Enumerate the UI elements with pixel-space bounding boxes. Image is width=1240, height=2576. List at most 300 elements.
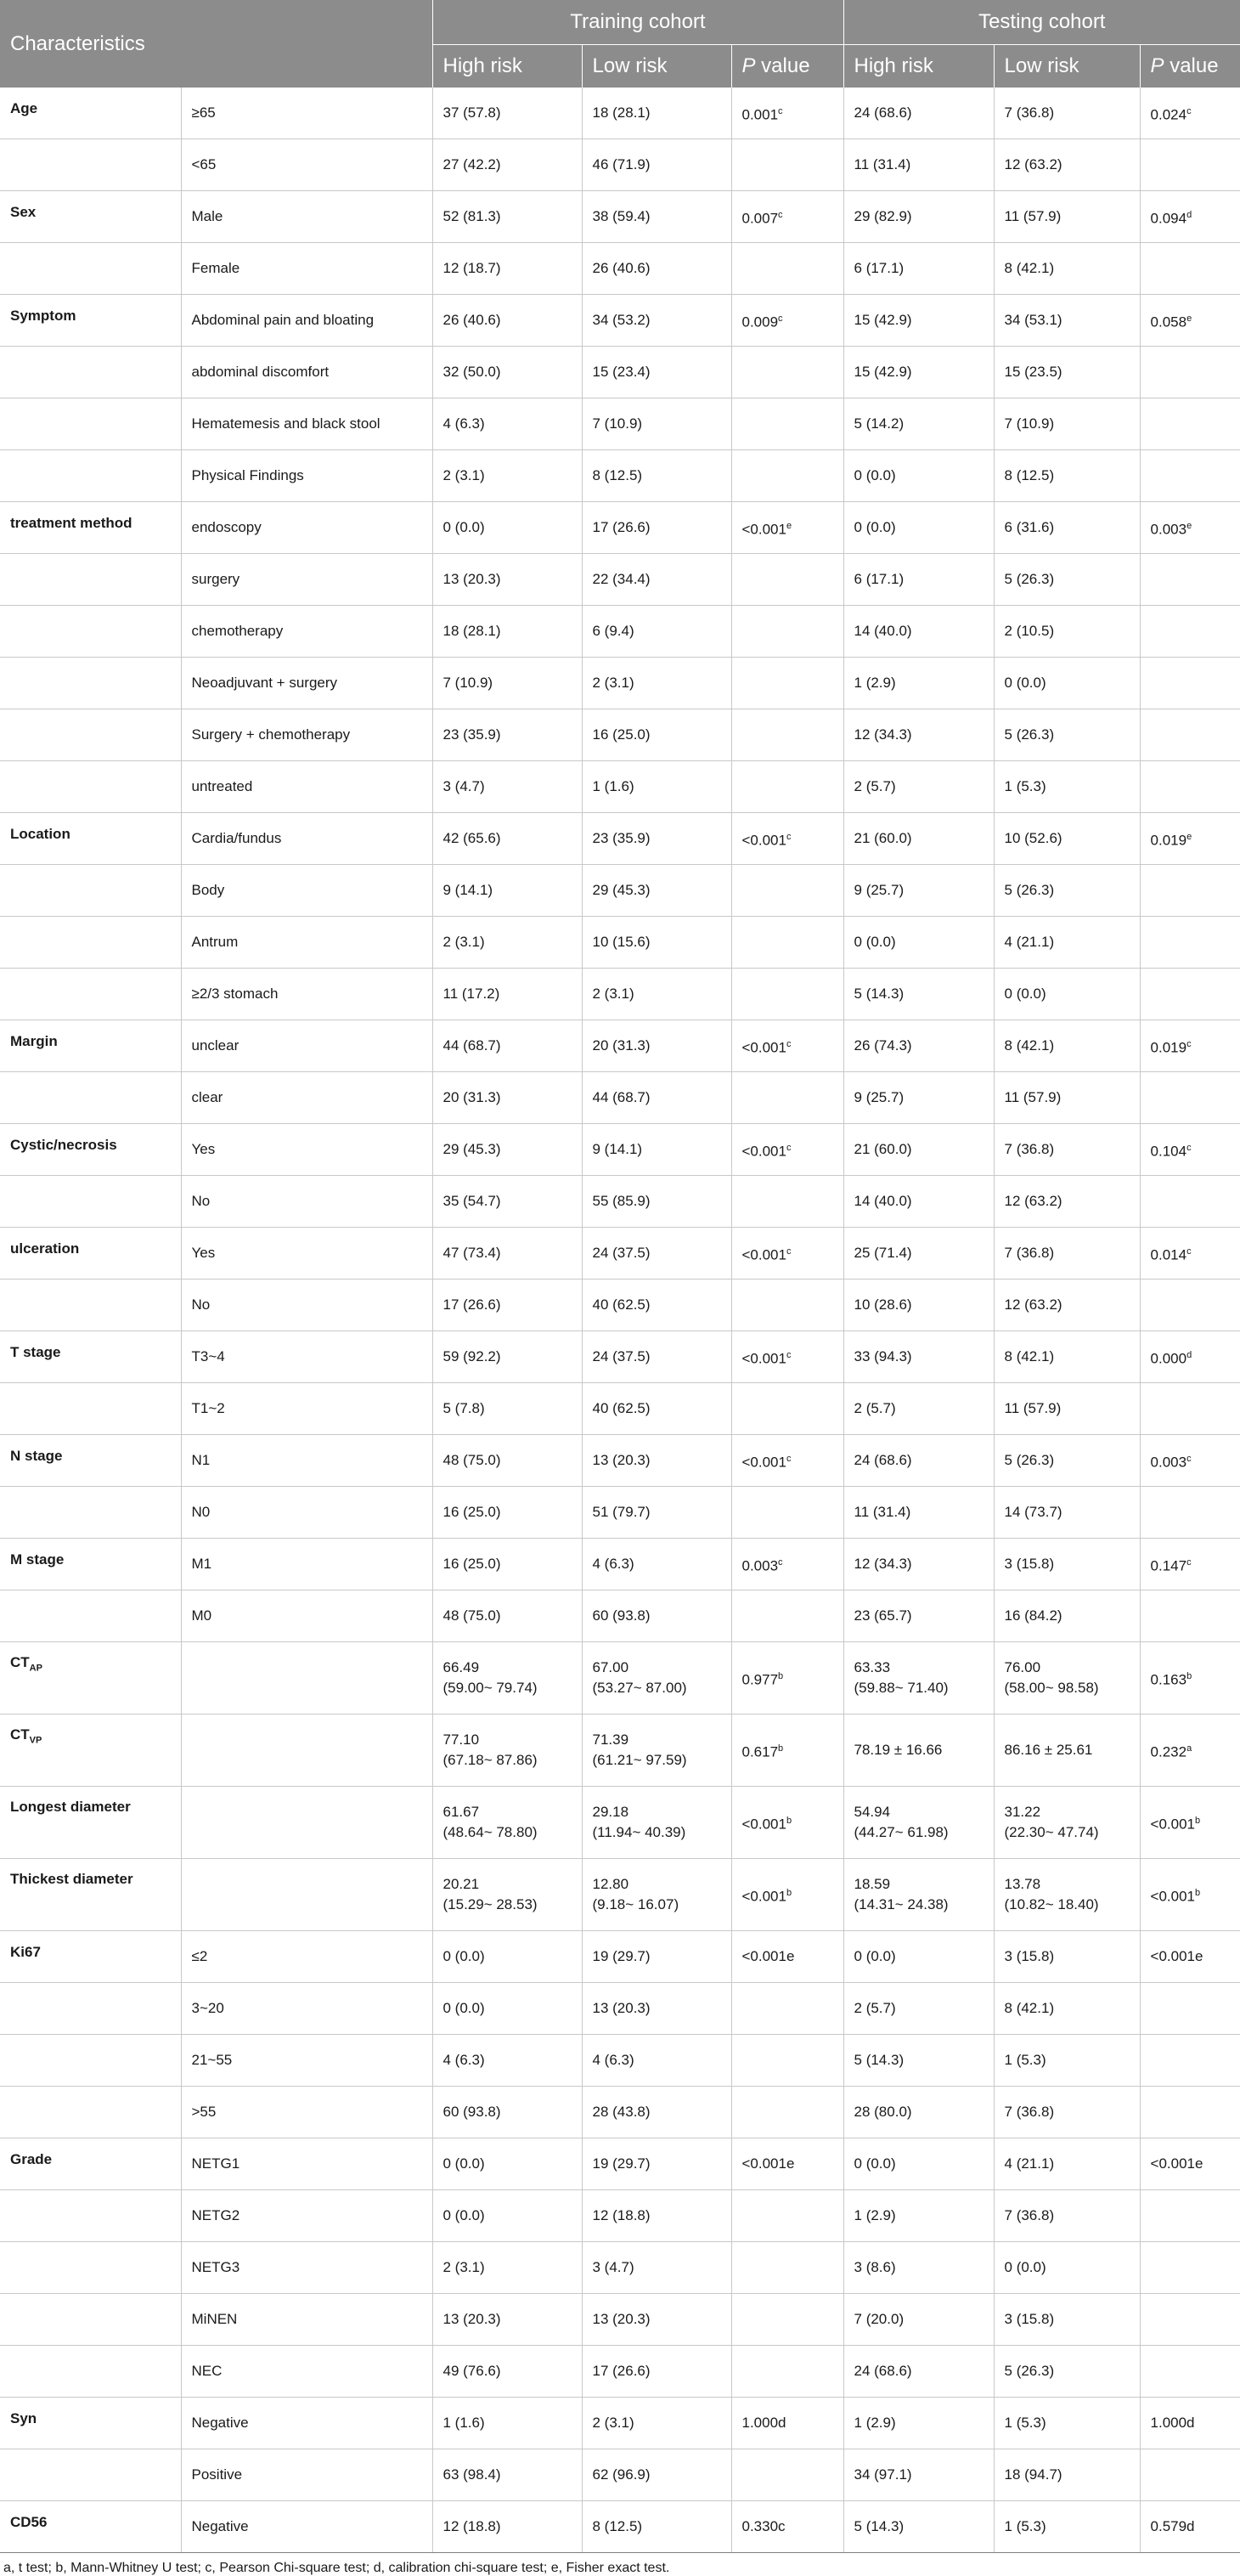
- header-training-high-risk: High risk: [432, 45, 582, 88]
- training-high-risk: [432, 554, 582, 606]
- testing-low-risk: [994, 1590, 1140, 1642]
- testing-high-risk: [843, 450, 994, 502]
- testing-p-value-value: 0.003: [1150, 1454, 1187, 1471]
- training-low-risk: [582, 347, 731, 398]
- training-high-risk-value: 0 (0.0): [442, 2207, 485, 2223]
- testing-low-risk-value: 8 (42.1): [1004, 2000, 1055, 2016]
- testing-high-risk-value: 23 (65.7): [854, 1607, 912, 1624]
- row-category: [0, 2398, 181, 2449]
- testing-p-value-test-mark: b: [1195, 1887, 1201, 1898]
- testing-low-risk: [994, 139, 1140, 191]
- training-p-value-value: 0.330c: [741, 2518, 786, 2534]
- training-high-risk: [432, 347, 582, 398]
- testing-low-risk: [994, 2398, 1140, 2449]
- training-p-value: [731, 347, 843, 398]
- row-subcategory: [181, 1124, 432, 1176]
- training-low-risk-value: 51 (79.7): [592, 1504, 651, 1520]
- testing-p-value: [1140, 1539, 1240, 1590]
- row-category: [0, 1072, 181, 1124]
- training-low-risk: [582, 658, 731, 709]
- testing-high-risk: [843, 347, 994, 398]
- row-subcategory: [181, 191, 432, 243]
- training-low-risk: [582, 2035, 731, 2087]
- training-low-risk: [582, 2087, 731, 2138]
- row-subcategory: [181, 2242, 432, 2294]
- subcategory-label: M0: [191, 1607, 212, 1624]
- row-subcategory: [181, 1983, 432, 2035]
- row-category: [0, 347, 181, 398]
- training-low-risk: [582, 1124, 731, 1176]
- row-category: [0, 1383, 181, 1435]
- table-row: [0, 554, 1240, 606]
- testing-high-risk: [843, 2398, 994, 2449]
- testing-low-risk: [994, 1487, 1140, 1539]
- testing-p-value: [1140, 2398, 1240, 2449]
- row-subcategory: [181, 1176, 432, 1228]
- testing-low-risk-value: 18 (94.7): [1004, 2466, 1062, 2483]
- training-low-risk-value: 19 (29.7): [592, 1948, 651, 1964]
- training-high-risk-value: 44 (68.7): [442, 1037, 501, 1054]
- testing-high-risk: [843, 1176, 994, 1228]
- testing-high-risk-value: 18.59: [854, 1876, 891, 1892]
- subcategory-label: untreated: [191, 778, 253, 794]
- testing-p-value-value: 0.163: [1150, 1671, 1187, 1688]
- category-label: CT: [10, 1726, 30, 1743]
- testing-low-risk: [994, 2501, 1140, 2553]
- row-subcategory: [181, 917, 432, 969]
- row-subcategory: [181, 1020, 432, 1072]
- subcategory-label: Physical Findings: [191, 467, 304, 483]
- row-subcategory: [181, 2138, 432, 2190]
- table-row: [0, 139, 1240, 191]
- testing-high-risk-value: 29 (82.9): [854, 208, 912, 224]
- row-subcategory: [181, 243, 432, 295]
- testing-low-risk-value: 5 (26.3): [1004, 571, 1055, 587]
- row-subcategory: [181, 1383, 432, 1435]
- testing-high-risk: [843, 969, 994, 1020]
- training-p-value-test-mark: c: [778, 209, 783, 220]
- testing-high-risk-value: 25 (71.4): [854, 1245, 912, 1261]
- training-low-risk: [582, 243, 731, 295]
- testing-low-risk-value: 12 (63.2): [1004, 1296, 1062, 1313]
- training-low-risk-range: (53.27~ 87.00): [592, 1680, 687, 1696]
- table-row: [0, 865, 1240, 917]
- training-high-risk: [432, 88, 582, 139]
- testing-low-risk-value: 6 (31.6): [1004, 519, 1055, 535]
- testing-high-risk: [843, 2087, 994, 2138]
- table-row: [0, 2138, 1240, 2190]
- testing-high-risk: [843, 2501, 994, 2553]
- training-low-risk-value: 24 (37.5): [592, 1348, 651, 1364]
- training-p-value-value: <0.001: [741, 832, 786, 849]
- row-category: [0, 1487, 181, 1539]
- table-row: [0, 2346, 1240, 2398]
- training-low-risk-value: 23 (35.9): [592, 830, 651, 846]
- testing-low-risk-value: 15 (23.5): [1004, 364, 1062, 380]
- testing-p-value: [1140, 606, 1240, 658]
- training-high-risk: [432, 398, 582, 450]
- testing-high-risk-value: 2 (5.7): [854, 1400, 896, 1416]
- row-category: [0, 1642, 181, 1715]
- training-p-value: [731, 1435, 843, 1487]
- subcategory-label: NETG2: [191, 2207, 240, 2223]
- training-p-value: [731, 709, 843, 761]
- training-p-value: [731, 1020, 843, 1072]
- testing-p-value: [1140, 2138, 1240, 2190]
- testing-p-value: [1140, 1383, 1240, 1435]
- row-category: [0, 1787, 181, 1859]
- header-training-cohort: Training cohort: [432, 0, 843, 45]
- subcategory-label: MiNEN: [191, 2311, 238, 2327]
- row-subcategory: [181, 658, 432, 709]
- row-category: [0, 2346, 181, 2398]
- testing-p-value: [1140, 1787, 1240, 1859]
- testing-high-risk: [843, 761, 994, 813]
- training-p-value: [731, 139, 843, 191]
- training-p-value: [731, 2501, 843, 2553]
- training-high-risk-value: 60 (93.8): [442, 2104, 501, 2120]
- row-category: [0, 2449, 181, 2501]
- testing-low-risk: [994, 502, 1140, 554]
- training-p-value-test-mark: c: [786, 1246, 792, 1257]
- subcategory-label: chemotherapy: [191, 623, 284, 639]
- testing-high-risk-value: 28 (80.0): [854, 2104, 912, 2120]
- subcategory-label: Positive: [191, 2466, 243, 2483]
- subcategory-label: ≥2/3 stomach: [191, 986, 279, 1002]
- table-row: [0, 1072, 1240, 1124]
- testing-high-risk-value: 2 (5.7): [854, 778, 896, 794]
- training-high-risk: [432, 1539, 582, 1590]
- subcategory-label: No: [191, 1296, 211, 1313]
- testing-high-risk: [843, 1983, 994, 2035]
- category-label: Syn: [10, 2410, 37, 2426]
- testing-p-value-value: <0.001: [1150, 1888, 1195, 1905]
- training-low-risk-value: 7 (10.9): [592, 415, 643, 432]
- table-row: [0, 606, 1240, 658]
- testing-p-value: [1140, 243, 1240, 295]
- training-high-risk-value: 37 (57.8): [442, 105, 501, 121]
- training-low-risk-value: 20 (31.3): [592, 1037, 651, 1054]
- training-low-risk: [582, 554, 731, 606]
- training-high-risk-value: 47 (73.4): [442, 1245, 501, 1261]
- subcategory-label: clear: [191, 1089, 223, 1105]
- testing-p-value-value: 0.014: [1150, 1246, 1187, 1263]
- testing-high-risk: [843, 554, 994, 606]
- training-p-value-test-mark: b: [778, 1743, 784, 1754]
- testing-low-risk: [994, 2138, 1140, 2190]
- testing-low-risk: [994, 2294, 1140, 2346]
- training-low-risk: [582, 1715, 731, 1787]
- training-high-risk-range: (67.18~ 87.86): [442, 1752, 538, 1768]
- testing-low-risk: [994, 2242, 1140, 2294]
- table-row: [0, 2035, 1240, 2087]
- training-high-risk: [432, 917, 582, 969]
- row-category: [0, 2294, 181, 2346]
- testing-low-risk: [994, 450, 1140, 502]
- training-p-value: [731, 1124, 843, 1176]
- training-high-risk: [432, 1859, 582, 1931]
- testing-p-value-value: 0.147: [1150, 1557, 1187, 1574]
- training-high-risk-value: 49 (76.6): [442, 2363, 501, 2379]
- testing-high-risk: [843, 606, 994, 658]
- training-low-risk: [582, 191, 731, 243]
- row-category: [0, 243, 181, 295]
- testing-high-risk-value: 15 (42.9): [854, 312, 912, 328]
- training-high-risk: [432, 1435, 582, 1487]
- testing-high-risk-value: 11 (31.4): [854, 1504, 911, 1520]
- training-p-value-value: <0.001e: [741, 1948, 795, 1964]
- testing-low-risk: [994, 1642, 1140, 1715]
- testing-high-risk-range: (44.27~ 61.98): [854, 1824, 949, 1840]
- row-subcategory: [181, 2190, 432, 2242]
- row-category: [0, 295, 181, 347]
- subcategory-label: Negative: [191, 2415, 249, 2431]
- table-row: [0, 295, 1240, 347]
- testing-low-risk: [994, 398, 1140, 450]
- header-p-rest: value: [1164, 54, 1219, 77]
- testing-p-value-value: <0.001: [1150, 1816, 1195, 1833]
- testing-low-risk: [994, 2346, 1140, 2398]
- category-label: Cystic/necrosis: [10, 1137, 117, 1153]
- testing-p-value: [1140, 1176, 1240, 1228]
- testing-high-risk: [843, 2294, 994, 2346]
- testing-p-value: [1140, 88, 1240, 139]
- testing-high-risk: [843, 2138, 994, 2190]
- training-low-risk: [582, 1859, 731, 1931]
- training-low-risk: [582, 2242, 731, 2294]
- training-low-risk-value: 22 (34.4): [592, 571, 651, 587]
- training-low-risk-value: 4 (6.3): [592, 2052, 634, 2068]
- subcategory-label: Negative: [191, 2518, 249, 2534]
- category-label: Symptom: [10, 308, 76, 324]
- testing-p-value-value: <0.001e: [1150, 2155, 1203, 2172]
- row-category: [0, 1590, 181, 1642]
- table-row: [0, 2242, 1240, 2294]
- training-p-value-value: 0.001: [741, 106, 779, 123]
- training-p-value-value: <0.001: [741, 1143, 786, 1160]
- testing-low-risk-value: 1 (5.3): [1004, 2518, 1046, 2534]
- row-category: [0, 2138, 181, 2190]
- training-low-risk-value: 15 (23.4): [592, 364, 651, 380]
- training-p-value: [731, 1487, 843, 1539]
- testing-high-risk-value: 0 (0.0): [854, 2155, 896, 2172]
- testing-p-value: [1140, 1124, 1240, 1176]
- testing-high-risk: [843, 1787, 994, 1859]
- subcategory-label: N1: [191, 1452, 211, 1468]
- testing-low-risk: [994, 88, 1140, 139]
- testing-high-risk: [843, 1487, 994, 1539]
- training-high-risk-value: 9 (14.1): [442, 882, 493, 898]
- testing-low-risk: [994, 554, 1140, 606]
- training-low-risk-value: 16 (25.0): [592, 726, 651, 743]
- testing-low-risk-value: 10 (52.6): [1004, 830, 1062, 846]
- testing-low-risk-value: 3 (15.8): [1004, 1948, 1055, 1964]
- training-high-risk-value: 1 (1.6): [442, 2415, 485, 2431]
- row-category: [0, 2242, 181, 2294]
- header-p-italic: P: [741, 54, 756, 77]
- training-low-risk-value: 34 (53.2): [592, 312, 651, 328]
- training-high-risk-value: 32 (50.0): [442, 364, 501, 380]
- subcategory-label: Surgery + chemotherapy: [191, 726, 351, 743]
- table-row: [0, 1176, 1240, 1228]
- testing-low-risk: [994, 813, 1140, 865]
- training-p-value: [731, 658, 843, 709]
- testing-p-value: [1140, 398, 1240, 450]
- testing-high-risk-value: 11 (31.4): [854, 156, 911, 172]
- testing-p-value: [1140, 2035, 1240, 2087]
- testing-high-risk: [843, 2346, 994, 2398]
- table-row: [0, 1859, 1240, 1931]
- testing-high-risk: [843, 658, 994, 709]
- training-low-risk: [582, 1487, 731, 1539]
- testing-p-value-value: 1.000d: [1150, 2415, 1195, 2431]
- training-high-risk-value: 0 (0.0): [442, 1948, 485, 1964]
- testing-high-risk: [843, 1020, 994, 1072]
- subcategory-label: T3~4: [191, 1348, 225, 1364]
- category-label: Ki67: [10, 1944, 41, 1960]
- row-category: [0, 1020, 181, 1072]
- testing-p-value-test-mark: c: [1186, 1142, 1192, 1153]
- training-high-risk: [432, 2346, 582, 2398]
- testing-high-risk-value: 5 (14.3): [854, 2052, 905, 2068]
- testing-low-risk-value: 12 (63.2): [1004, 156, 1062, 172]
- testing-p-value-test-mark: e: [1186, 520, 1192, 531]
- testing-p-value-value: 0.019: [1150, 832, 1187, 849]
- testing-high-risk-value: 21 (60.0): [854, 1141, 912, 1157]
- training-p-value: [731, 969, 843, 1020]
- testing-high-risk: [843, 2242, 994, 2294]
- training-high-risk-value: 29 (45.3): [442, 1141, 501, 1157]
- training-low-risk: [582, 1072, 731, 1124]
- testing-low-risk-value: 11 (57.9): [1004, 1400, 1062, 1416]
- testing-high-risk-value: 12 (34.3): [854, 726, 912, 743]
- testing-high-risk-range: (14.31~ 24.38): [854, 1896, 949, 1912]
- subcategory-label: 21~55: [191, 2052, 233, 2068]
- testing-high-risk-value: 2 (5.7): [854, 2000, 896, 2016]
- category-label: Thickest diameter: [10, 1871, 133, 1887]
- training-high-risk: [432, 1176, 582, 1228]
- testing-p-value: [1140, 502, 1240, 554]
- header-p-rest: value: [755, 54, 810, 77]
- testing-low-risk: [994, 709, 1140, 761]
- training-low-risk-value: 8 (12.5): [592, 467, 643, 483]
- training-low-risk-value: 13 (20.3): [592, 2000, 651, 2016]
- training-p-value: [731, 606, 843, 658]
- training-high-risk-value: 48 (75.0): [442, 1607, 501, 1624]
- training-high-risk-value: 3 (4.7): [442, 778, 485, 794]
- training-low-risk: [582, 1983, 731, 2035]
- testing-p-value: [1140, 554, 1240, 606]
- row-category: [0, 1931, 181, 1983]
- training-high-risk: [432, 606, 582, 658]
- row-category: [0, 2035, 181, 2087]
- category-label: N stage: [10, 1448, 63, 1464]
- testing-p-value: [1140, 1642, 1240, 1715]
- testing-p-value: [1140, 917, 1240, 969]
- testing-high-risk: [843, 2449, 994, 2501]
- testing-p-value: [1140, 2294, 1240, 2346]
- testing-p-value-value: 0.019: [1150, 1039, 1187, 1056]
- header-testing-high-risk: High risk: [843, 45, 994, 88]
- training-low-risk-value: 2 (3.1): [592, 986, 634, 1002]
- testing-p-value-test-mark: d: [1186, 1349, 1192, 1360]
- testing-low-risk: [994, 1020, 1140, 1072]
- training-low-risk-value: 29 (45.3): [592, 882, 651, 898]
- training-p-value: [731, 1176, 843, 1228]
- training-high-risk-value: 13 (20.3): [442, 2311, 501, 2327]
- testing-high-risk-value: 3 (8.6): [854, 2259, 896, 2275]
- training-high-risk-value: 11 (17.2): [442, 986, 500, 1002]
- subcategory-label: Yes: [191, 1245, 216, 1261]
- training-high-risk: [432, 1642, 582, 1715]
- training-p-value: [731, 2346, 843, 2398]
- testing-high-risk-value: 15 (42.9): [854, 364, 912, 380]
- subcategory-label: NEC: [191, 2363, 223, 2379]
- testing-low-risk-value: 7 (36.8): [1004, 2104, 1055, 2120]
- testing-low-risk: [994, 1539, 1140, 1590]
- row-category: [0, 88, 181, 139]
- testing-p-value-test-mark: a: [1186, 1743, 1192, 1754]
- testing-low-risk: [994, 1931, 1140, 1983]
- training-p-value-test-mark: c: [778, 313, 783, 324]
- training-low-risk: [582, 1787, 731, 1859]
- row-category: [0, 1983, 181, 2035]
- testing-high-risk-range: (59.88~ 71.40): [854, 1680, 949, 1696]
- training-high-risk-value: 12 (18.8): [442, 2518, 501, 2534]
- training-p-value: [731, 1539, 843, 1590]
- testing-low-risk: [994, 243, 1140, 295]
- training-p-value: [731, 2398, 843, 2449]
- row-category: [0, 191, 181, 243]
- training-p-value: [731, 398, 843, 450]
- training-p-value-value: <0.001: [741, 1454, 786, 1471]
- table-row: [0, 969, 1240, 1020]
- training-high-risk: [432, 2294, 582, 2346]
- training-low-risk: [582, 2501, 731, 2553]
- subcategory-label: abdominal discomfort: [191, 364, 330, 380]
- training-low-risk: [582, 2190, 731, 2242]
- testing-low-risk-value: 7 (36.8): [1004, 1141, 1055, 1157]
- training-low-risk: [582, 1280, 731, 1331]
- row-category: [0, 969, 181, 1020]
- training-p-value-test-mark: c: [778, 105, 783, 116]
- testing-p-value: [1140, 813, 1240, 865]
- testing-high-risk-value: 0 (0.0): [854, 1948, 896, 1964]
- row-subcategory: [181, 2035, 432, 2087]
- training-high-risk-value: 2 (3.1): [442, 2259, 485, 2275]
- testing-high-risk: [843, 1931, 994, 1983]
- training-high-risk-value: 77.10: [442, 1731, 480, 1748]
- training-high-risk: [432, 295, 582, 347]
- training-p-value: [731, 2449, 843, 2501]
- testing-low-risk: [994, 1072, 1140, 1124]
- row-subcategory: [181, 398, 432, 450]
- training-p-value-value: 0.617: [741, 1743, 779, 1760]
- subcategory-label: NETG1: [191, 2155, 240, 2172]
- testing-high-risk: [843, 865, 994, 917]
- header-p-italic: P: [1150, 54, 1164, 77]
- testing-high-risk-value: 1 (2.9): [854, 2415, 896, 2431]
- category-label: Longest diameter: [10, 1799, 131, 1815]
- training-p-value-value: 0.009: [741, 314, 779, 330]
- testing-high-risk: [843, 1715, 994, 1787]
- header-testing-cohort: Testing cohort: [843, 0, 1240, 45]
- training-high-risk: [432, 450, 582, 502]
- testing-p-value: [1140, 1590, 1240, 1642]
- training-low-risk-value: 1 (1.6): [592, 778, 634, 794]
- testing-high-risk-value: 63.33: [854, 1659, 891, 1675]
- testing-high-risk: [843, 1124, 994, 1176]
